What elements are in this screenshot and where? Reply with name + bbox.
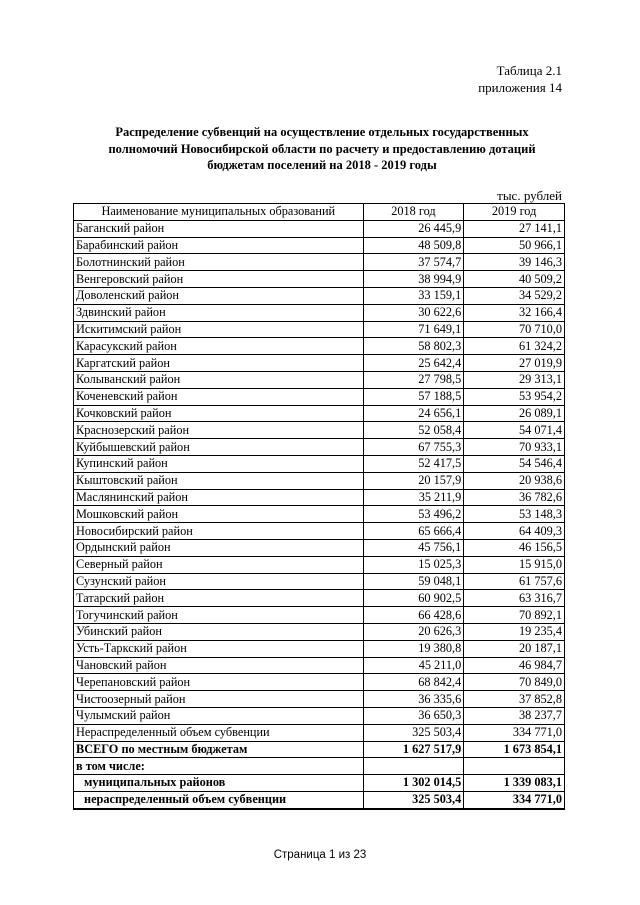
- cell-2019: 27 019,9: [464, 355, 565, 372]
- cell-2019: 54 546,4: [464, 455, 565, 472]
- cell-2018: 52 058,4: [363, 422, 464, 439]
- cell-2018: 68 842,4: [363, 674, 464, 691]
- cell-2018: 71 649,1: [363, 321, 464, 338]
- cell-name: Черепановский район: [74, 674, 364, 691]
- cell-name: Усть-Таркский район: [74, 640, 364, 657]
- cell-2019: 63 316,7: [464, 590, 565, 607]
- cell-2018: 1 627 517,9: [363, 741, 464, 758]
- cell-2018: 25 642,4: [363, 355, 464, 372]
- table-row: [74, 304, 565, 321]
- table-row: [74, 254, 565, 271]
- table-row: [74, 640, 565, 657]
- cell-name: муниципальных районов: [74, 775, 364, 792]
- cell-2019: 61 757,6: [464, 573, 565, 590]
- cell-2019: 46 156,5: [464, 539, 565, 556]
- cell-2018: 24 656,1: [363, 405, 464, 422]
- table-row: [74, 506, 565, 523]
- cell-2019: 39 146,3: [464, 254, 565, 271]
- cell-name: Карасукский район: [74, 338, 364, 355]
- cell-2019: 70 710,0: [464, 321, 565, 338]
- table-row: [74, 724, 565, 741]
- cell-name: Чановский район: [74, 657, 364, 674]
- cell-name: Купинский район: [74, 455, 364, 472]
- column-header-name: Наименование муниципальных образований: [74, 204, 364, 221]
- cell-2019: 27 141,1: [464, 220, 565, 237]
- cell-2018: 20 157,9: [363, 472, 464, 489]
- cell-name: Ордынский район: [74, 539, 364, 556]
- cell-2019: 32 166,4: [464, 304, 565, 321]
- cell-2019: 34 529,2: [464, 287, 565, 304]
- table-row: [74, 422, 565, 439]
- table-row: [74, 590, 565, 607]
- cell-2018: 65 666,4: [363, 523, 464, 540]
- table-row: [74, 405, 565, 422]
- cell-2018: 20 626,3: [363, 623, 464, 640]
- column-header-2018: 2018 год: [363, 204, 464, 221]
- cell-name: Кыштовский район: [74, 472, 364, 489]
- table-row: [74, 556, 565, 573]
- cell-2019: 61 324,2: [464, 338, 565, 355]
- cell-2019: 70 892,1: [464, 607, 565, 624]
- table-row: [74, 523, 565, 540]
- cell-2019: 70 849,0: [464, 674, 565, 691]
- cell-2018: 52 417,5: [363, 455, 464, 472]
- cell-name: Здвинский район: [74, 304, 364, 321]
- cell-name: Новосибирский район: [74, 523, 364, 540]
- table-row: [74, 271, 565, 288]
- table-number: Таблица 2.1: [496, 63, 562, 78]
- cell-2018: 36 650,3: [363, 707, 464, 724]
- table-body: [74, 220, 565, 808]
- cell-2019: 1 673 854,1: [464, 741, 565, 758]
- cell-name: Татарский район: [74, 590, 364, 607]
- cell-2018: 60 902,5: [363, 590, 464, 607]
- cell-2018: 15 025,3: [363, 556, 464, 573]
- subtotal-row: [74, 775, 565, 792]
- table-row: [74, 691, 565, 708]
- cell-2019: 46 984,7: [464, 657, 565, 674]
- cell-name: Каргатский район: [74, 355, 364, 372]
- cell-name: Чистоозерный район: [74, 691, 364, 708]
- cell-2019: 19 235,4: [464, 623, 565, 640]
- cell-2018: 45 756,1: [363, 539, 464, 556]
- table-reference: [478, 62, 562, 96]
- cell-2018: 37 574,7: [363, 254, 464, 271]
- cell-2019: 334 771,0: [464, 724, 565, 741]
- cell-2018: 30 622,6: [363, 304, 464, 321]
- table-row: [74, 388, 565, 405]
- cell-name: Северный район: [74, 556, 364, 573]
- table-row: [74, 355, 565, 372]
- cell-2018: 38 994,9: [363, 271, 464, 288]
- cell-name: Краснозерский район: [74, 422, 364, 439]
- cell-2018: 48 509,8: [363, 237, 464, 254]
- cell-2018: 325 503,4: [363, 791, 464, 808]
- cell-2018: 33 159,1: [363, 287, 464, 304]
- cell-2019: 70 933,1: [464, 439, 565, 456]
- table-row: [74, 338, 565, 355]
- cell-name: Доволенский район: [74, 287, 364, 304]
- cell-2019: 20 187,1: [464, 640, 565, 657]
- cell-2018: 66 428,6: [363, 607, 464, 624]
- cell-name: Барабинский район: [74, 237, 364, 254]
- cell-name: Нераспределенный объем субвенции: [74, 724, 364, 741]
- cell-2018: 58 802,3: [363, 338, 464, 355]
- table-row: [74, 573, 565, 590]
- table-row: [74, 707, 565, 724]
- appendix-number: приложения 14: [478, 80, 562, 95]
- cell-2019: 1 339 083,1: [464, 775, 565, 792]
- cell-2018: 53 496,2: [363, 506, 464, 523]
- cell-name: Маслянинский район: [74, 489, 364, 506]
- units-label: тыс. рублей: [497, 188, 562, 203]
- cell-name: Болотнинский район: [74, 254, 364, 271]
- cell-2018: [363, 758, 464, 775]
- table-row: [74, 439, 565, 456]
- cell-name: Тогучинский район: [74, 607, 364, 624]
- cell-2018: 325 503,4: [363, 724, 464, 741]
- cell-name: Мошковский район: [74, 506, 364, 523]
- column-header-2019: 2019 год: [464, 204, 565, 221]
- cell-2019: 53 148,3: [464, 506, 565, 523]
- title-line: бюджетам поселений на 2018 - 2019 годы: [207, 158, 437, 172]
- cell-name: Чулымский район: [74, 707, 364, 724]
- title-line: полномочий Новосибирской области по расчету и предоставлению дотаций: [108, 141, 536, 156]
- cell-name: Колыванский район: [74, 371, 364, 388]
- subtotal-row: [74, 791, 565, 808]
- table-row: [74, 371, 565, 388]
- cell-2018: 67 755,3: [363, 439, 464, 456]
- subsidy-table: [73, 203, 565, 810]
- table-row: [74, 220, 565, 237]
- cell-2018: 36 335,6: [363, 691, 464, 708]
- cell-2019: 334 771,0: [464, 791, 565, 808]
- document-title: [90, 124, 554, 174]
- table-row: [74, 489, 565, 506]
- cell-2019: 53 954,2: [464, 388, 565, 405]
- total-row: [74, 741, 565, 758]
- table-row: [74, 455, 565, 472]
- cell-2018: 45 211,0: [363, 657, 464, 674]
- cell-2019: 26 089,1: [464, 405, 565, 422]
- cell-2019: 29 313,1: [464, 371, 565, 388]
- table-row: [74, 472, 565, 489]
- table-row: [74, 287, 565, 304]
- cell-name: Убинский район: [74, 623, 364, 640]
- cell-name: Баганский район: [74, 220, 364, 237]
- cell-2019: 50 966,1: [464, 237, 565, 254]
- cell-2019: 36 782,6: [464, 489, 565, 506]
- table-row: [74, 657, 565, 674]
- cell-2019: 15 915,0: [464, 556, 565, 573]
- cell-2018: 19 380,8: [363, 640, 464, 657]
- title-line: Распределение субвенций на осуществление отдельных государственных: [115, 125, 529, 139]
- cell-name: Коченевский район: [74, 388, 364, 405]
- cell-name: ВСЕГО по местным бюджетам: [74, 741, 364, 758]
- cell-2019: 54 071,4: [464, 422, 565, 439]
- cell-2019: 38 237,7: [464, 707, 565, 724]
- table-row: [74, 321, 565, 338]
- cell-2018: 26 445,9: [363, 220, 464, 237]
- table-header-row: [74, 204, 565, 221]
- cell-name: нераспределенный объем субвенции: [74, 791, 364, 808]
- table-row: [74, 237, 565, 254]
- cell-2019: 37 852,8: [464, 691, 565, 708]
- cell-name: Сузунский район: [74, 573, 364, 590]
- cell-name: Кочковский район: [74, 405, 364, 422]
- cell-2018: 57 188,5: [363, 388, 464, 405]
- cell-2018: 27 798,5: [363, 371, 464, 388]
- cell-label: в том числе:: [74, 758, 364, 775]
- table-row: [74, 539, 565, 556]
- table-row: [74, 607, 565, 624]
- table-row: [74, 674, 565, 691]
- table-row: [74, 623, 565, 640]
- cell-2019: 64 409,3: [464, 523, 565, 540]
- cell-2018: 1 302 014,5: [363, 775, 464, 792]
- cell-name: Венгеровский район: [74, 271, 364, 288]
- cell-name: Куйбышевский район: [74, 439, 364, 456]
- cell-name: Искитимский район: [74, 321, 364, 338]
- cell-2019: 20 938,6: [464, 472, 565, 489]
- page-counter: Страница 1 из 23: [273, 849, 367, 861]
- cell-2018: 35 211,9: [363, 489, 464, 506]
- including-row: [74, 758, 565, 775]
- cell-2019: 40 509,2: [464, 271, 565, 288]
- cell-2019: [464, 758, 565, 775]
- cell-2018: 59 048,1: [363, 573, 464, 590]
